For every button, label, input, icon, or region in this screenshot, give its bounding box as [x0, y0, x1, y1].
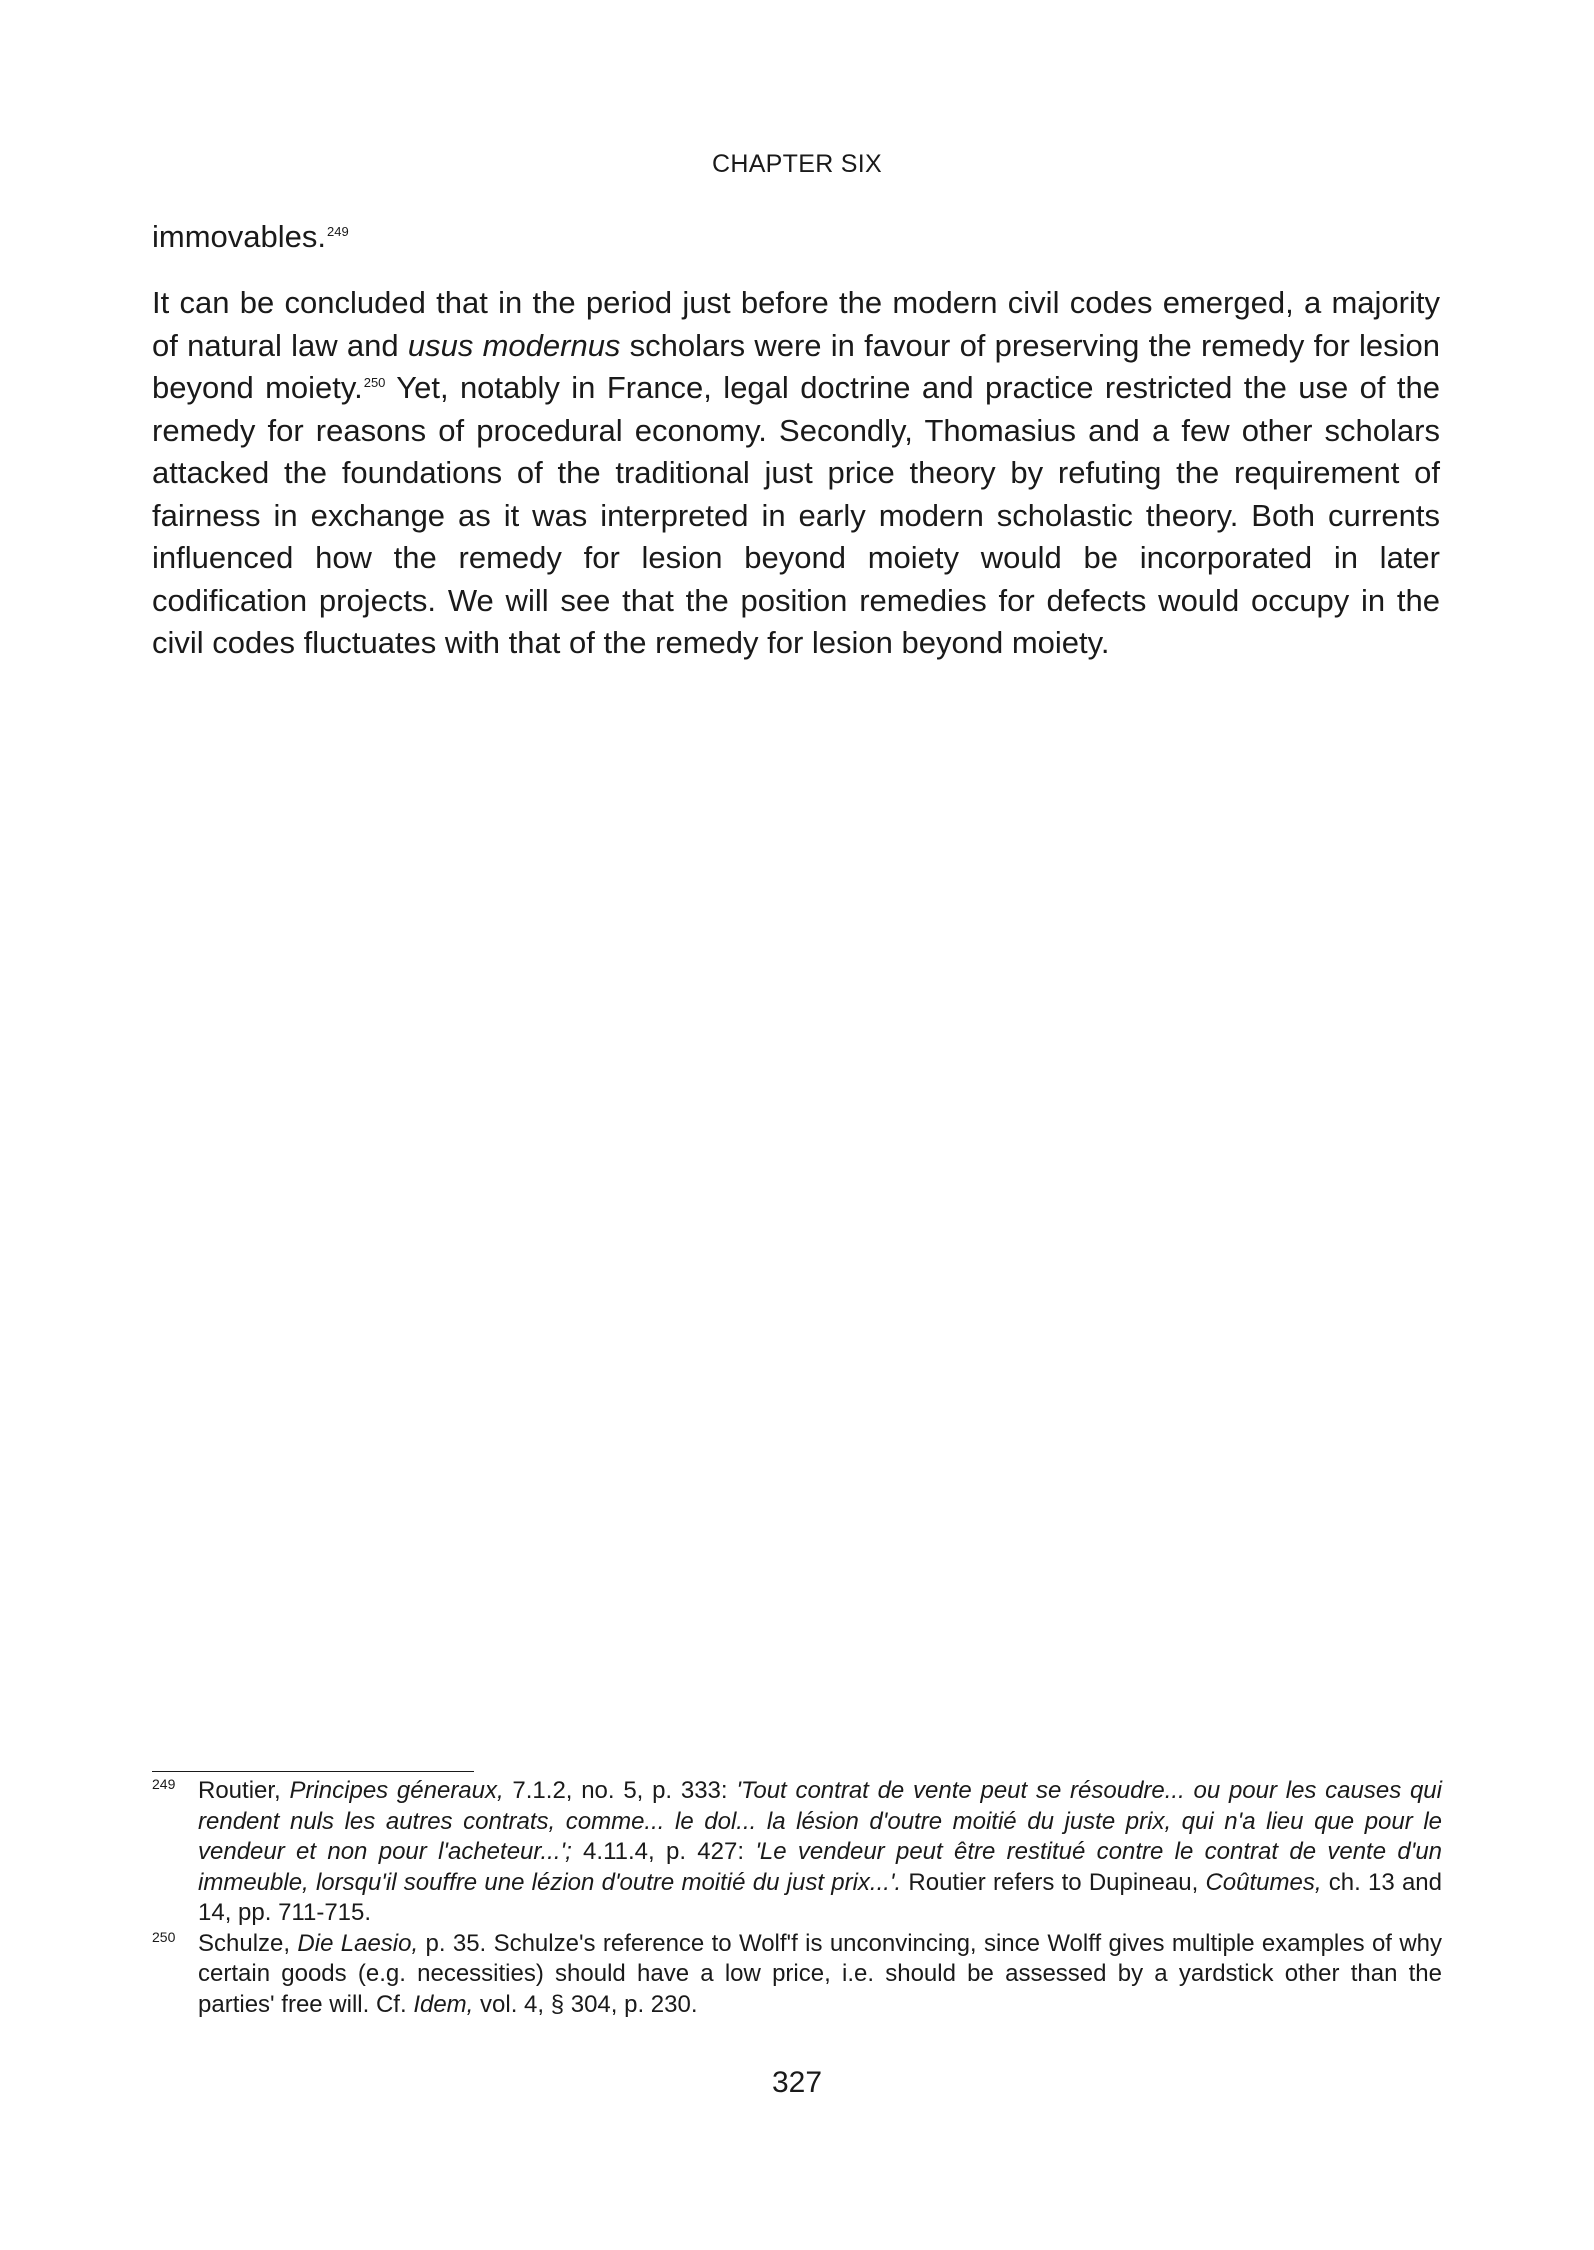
footnote-separator: [152, 1771, 474, 1772]
footnote-text: vol. 4, § 304, p. 230.: [473, 1990, 698, 2018]
body-paragraph: [152, 282, 1440, 665]
footnote-italic: Coûtumes,: [1205, 1868, 1322, 1896]
footnote-text: Routier,: [198, 1777, 290, 1804]
paragraph-italic-term: usus modernus: [407, 327, 621, 363]
paragraph-text-part: scholars were in favour of preserving the remedy for lesion beyond moiety.: [152, 327, 1441, 405]
footnote-number: 249: [152, 1776, 176, 1792]
footnote-text: ch. 13 and 14, pp. 711-715.: [198, 1868, 1442, 1926]
footnote-250: [152, 1929, 1442, 2021]
footnote-text: Schulze,: [198, 1929, 298, 1957]
footnote-text: p. 35. Schulze's reference to Wolf'f is unconvincing, since Wolff gives multiple examples of why certain goods (e.g. necessities) should have a low price, i.e. should be assessed by a yardstick other than the parties' free will. Cf.: [198, 1929, 1442, 2018]
page-number: 327: [771, 2066, 823, 2099]
continued-text: immovables.: [152, 219, 326, 254]
footnote-quote: 'Tout contrat de vente peut se résoudre... ou pour les causes qui rendent nuls les autres contrats, comme... le dol... la lésion d'outre moitié du juste prix, qui n'a lieu que pour le vendeur et non pour l'acheteur...';: [198, 1777, 1442, 1865]
footnote-quote: 'Le vendeur peut être restitué contre le contrat de vente d'un immeuble, lorsqu'il souffre une lézion d'outre moitié du just prix...'.: [198, 1838, 1443, 1896]
footnote-reference-250[interactable]: 250: [363, 374, 386, 390]
footnote-text: 4.11.4, p. 427:: [571, 1838, 756, 1865]
footnote-249: [152, 1776, 1442, 1929]
footnote-italic: Principes géneraux,: [289, 1777, 504, 1804]
footnote-text: Routier refers to Dupineau,: [901, 1868, 1206, 1896]
paragraph-text-part: Yet, notably in France, legal doctrine and practice restricted the use of the remedy for reasons of procedural economy. Secondly, Thomasius and a few other scholars attacked the foundations of the traditional just price theory by refuting the requirement of fairness in exchange as it was interpreted in early modern scholastic theory. Both currents influenced how the remedy for lesion beyond moiety would be incorporated in later codification projects. We will see that the position remedies for defects would occupy in the civil codes fluctuates with that of the remedy for lesion beyond moiety.: [152, 370, 1440, 660]
continued-paragraph: [152, 216, 1440, 259]
running-head: CHAPTER SIX: [712, 150, 882, 178]
footnote-number: 250: [152, 1928, 176, 1945]
footnote-text: 7.1.2, no. 5, p. 333:: [503, 1777, 737, 1804]
paragraph-text-part: It can be concluded that in the period just before the modern civil codes emerged, a majority of natural law and: [152, 285, 1440, 363]
footnote-italic: Die Laesio,: [297, 1929, 419, 1957]
footnote-italic: Idem,: [413, 1990, 474, 2018]
footnotes: [152, 1776, 1442, 2020]
footnote-reference-249[interactable]: 249: [327, 223, 349, 239]
